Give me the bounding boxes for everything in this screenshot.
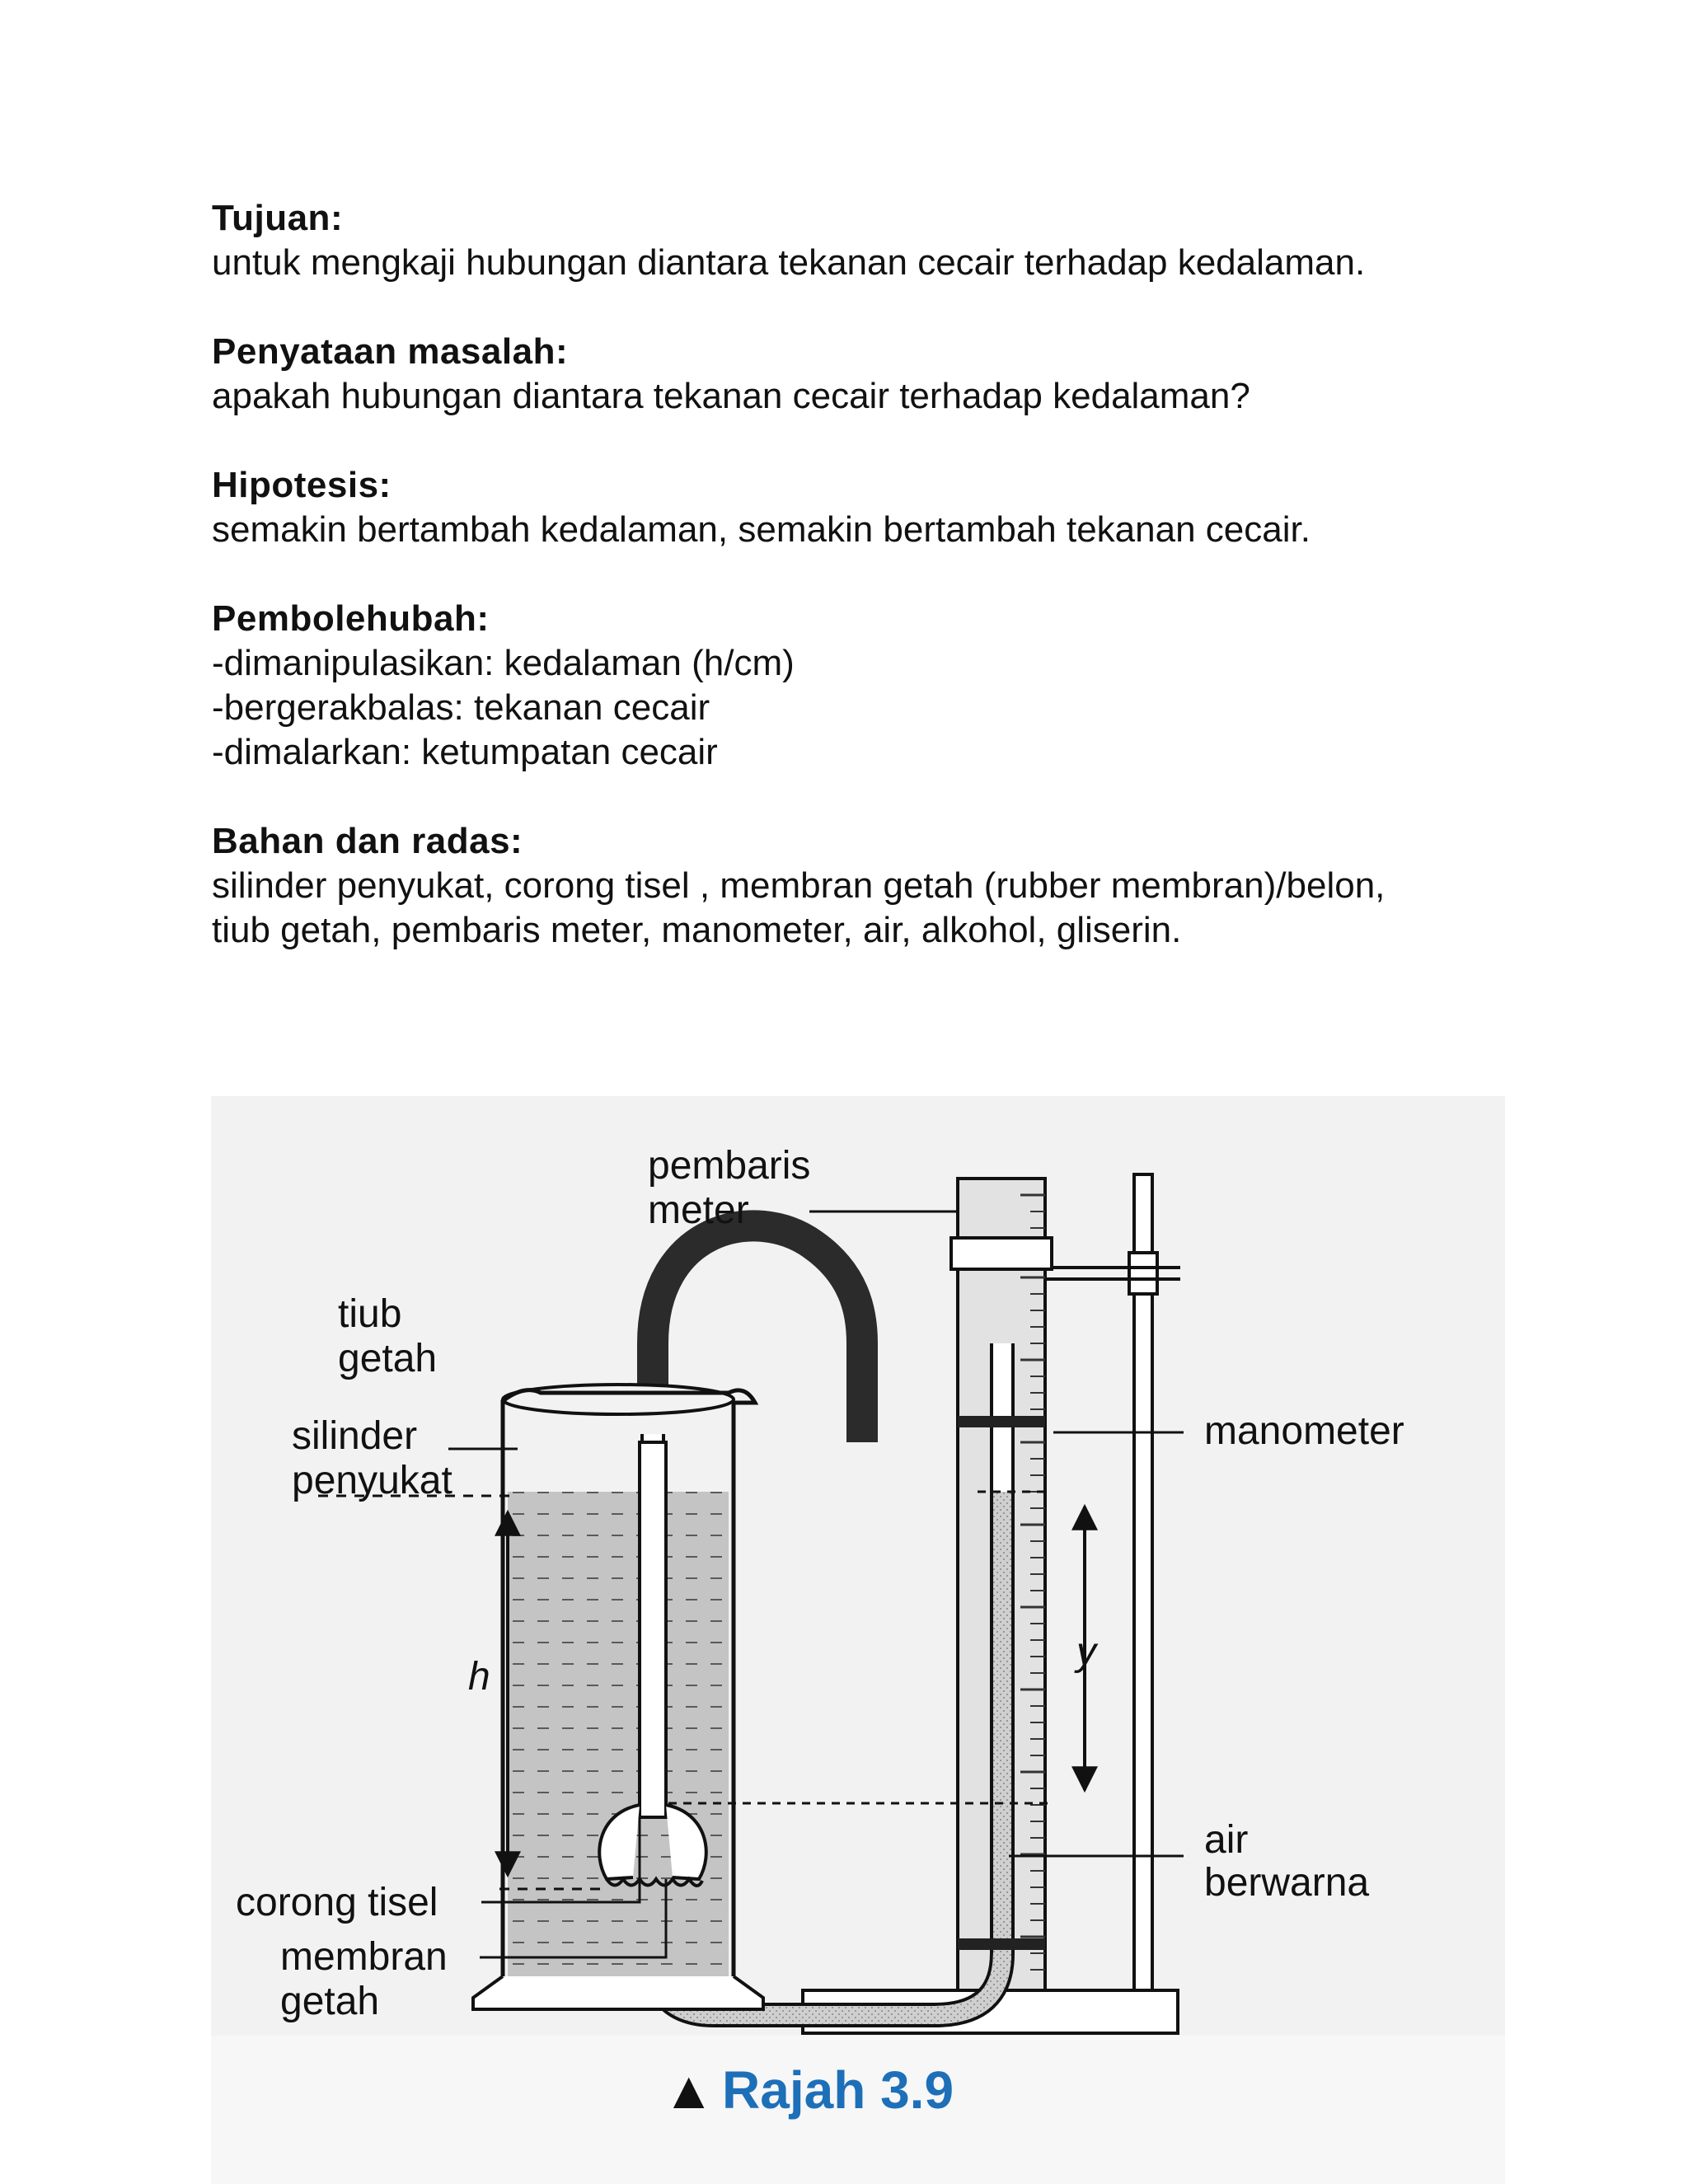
experiment-text bbox=[212, 196, 1531, 997]
ruler-clamp bbox=[951, 1238, 1052, 1269]
label-corong-tisel: corong tisel bbox=[236, 1881, 438, 1924]
label-silinder: silinder bbox=[292, 1414, 418, 1458]
label-meter: meter bbox=[648, 1188, 749, 1232]
rod-clamp bbox=[1129, 1253, 1157, 1294]
label-membran: membran bbox=[280, 1935, 448, 1979]
apparatus-diagram bbox=[211, 1096, 1505, 2184]
caption-marker: ▲ bbox=[663, 2060, 715, 2120]
section-line: silinder penyukat, corong tisel , membran getah (rubber membran)/belon, bbox=[212, 865, 1386, 906]
label-h: h bbox=[468, 1655, 490, 1699]
section-hipotesis bbox=[212, 463, 1531, 552]
section-penyataan-masalah bbox=[212, 330, 1531, 419]
label-pembaris: pembaris bbox=[648, 1144, 811, 1188]
section-heading: Pembolehubah: bbox=[212, 598, 490, 639]
label-membran-getah: getah bbox=[280, 1980, 380, 2023]
section-bahan-radas bbox=[212, 819, 1531, 953]
label-y: y bbox=[1076, 1630, 1096, 1674]
figure-caption: Rajah 3.9 bbox=[722, 2060, 954, 2120]
label-penyukat: penyukat bbox=[292, 1459, 452, 1502]
cylinder-water bbox=[508, 1492, 729, 1976]
label-berwarna: berwarna bbox=[1204, 1861, 1370, 1905]
label-tiub: tiub bbox=[338, 1292, 402, 1336]
section-line: -bergerakbalas: tekanan cecair bbox=[212, 687, 710, 728]
section-tujuan bbox=[212, 196, 1531, 285]
section-heading: Bahan dan radas: bbox=[212, 821, 523, 861]
section-heading: Hipotesis: bbox=[212, 465, 392, 505]
cylinder-base bbox=[473, 1976, 763, 2009]
section-line: -dimalarkan: ketumpatan cecair bbox=[212, 732, 718, 772]
section-line: tiub getah, pembaris meter, manometer, air, alkohol, gliserin. bbox=[212, 910, 1182, 950]
manometer-band bbox=[958, 1416, 1045, 1427]
apparatus-figure bbox=[211, 1096, 1505, 2184]
label-getah: getah bbox=[338, 1337, 438, 1380]
retort-rod bbox=[1134, 1174, 1152, 1990]
section-line: untuk mengkaji hubungan diantara tekanan cecair terhadap kedalaman. bbox=[212, 242, 1366, 283]
label-manometer: manometer bbox=[1204, 1409, 1404, 1453]
manometer-band bbox=[958, 1938, 1045, 1950]
section-heading: Penyataan masalah: bbox=[212, 331, 569, 372]
section-pembolehubah bbox=[212, 597, 1531, 775]
label-air: air bbox=[1204, 1818, 1249, 1862]
section-line: apakah hubungan diantara tekanan cecair terhadap kedalaman? bbox=[212, 376, 1250, 416]
section-line: -dimanipulasikan: kedalaman (h/cm) bbox=[212, 643, 795, 683]
thistle-funnel-stem bbox=[640, 1442, 666, 1817]
section-heading: Tujuan: bbox=[212, 198, 344, 238]
section-line: semakin bertambah kedalaman, semakin bertambah tekanan cecair. bbox=[212, 509, 1311, 550]
